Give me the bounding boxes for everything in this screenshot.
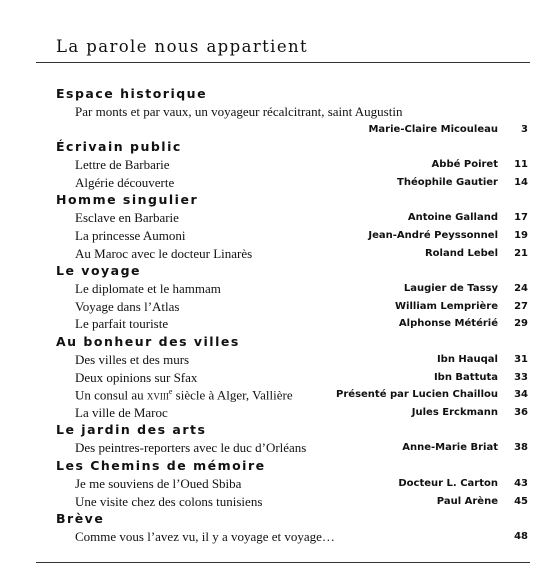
entry-title: Des villes et des murs xyxy=(75,352,190,367)
page-title: La parole nous appartient xyxy=(56,37,309,56)
entry-page-number: 33 xyxy=(514,371,528,383)
entry-title: Des peintres-reporters avec le duc d’Orléans xyxy=(75,440,307,456)
entry-title: Le diplomate et le hammam xyxy=(75,281,221,297)
entry-page-number: 19 xyxy=(514,230,528,241)
entry-author: Marie-Claire Micouleau xyxy=(368,123,498,135)
entry-page-number: 45 xyxy=(514,495,528,507)
entry-page-number: 36 xyxy=(514,406,528,418)
entry-author: Docteur L. Carton xyxy=(398,478,498,489)
entry-author: Antoine Galland xyxy=(407,212,498,224)
entry-page-number: 43 xyxy=(514,478,528,489)
entry-author: William Lemprière xyxy=(395,300,498,312)
entry-author: Ibn Hauqal xyxy=(436,354,498,365)
entry-author: Ibn Battuta xyxy=(433,371,498,383)
header-rule xyxy=(36,62,530,63)
entry-page-number: 29 xyxy=(514,318,528,330)
section-title: Homme singulier xyxy=(56,192,199,208)
entry-title: Le parfait touriste xyxy=(75,316,169,332)
entry-title: Algérie découverte xyxy=(75,174,175,190)
entry-title: La princesse Aumoni xyxy=(75,228,186,243)
entry-page-number: 48 xyxy=(514,531,528,543)
footer-rule xyxy=(36,562,530,563)
section-title: Brève xyxy=(56,511,105,527)
entry-page-number: 14 xyxy=(514,176,528,188)
entry-title: Deux opinions sur Sfax xyxy=(75,369,198,385)
entry-title: Un consul au xviii$^e$ siècle à Alger, Vallière xyxy=(75,387,293,403)
section-title: Espace historique xyxy=(56,86,208,101)
entry-page-number: 11 xyxy=(514,159,528,171)
entry-page-number: 27 xyxy=(514,300,528,312)
entry-title: Esclave en Barbarie xyxy=(75,210,179,226)
entry-title: Une visite chez des colons tunisiens xyxy=(75,493,263,509)
section-title: Le jardin des arts xyxy=(56,422,207,438)
entry-page-number: 31 xyxy=(514,354,528,365)
entry-title: Comme vous l’avez vu, il y a voyage et voyage… xyxy=(75,529,335,545)
entry-title: Par monts et par vaux, un voyageur récalcitrant, saint Augustin xyxy=(75,104,403,119)
entry-page-number: 24 xyxy=(514,283,528,295)
entry-author: Alphonse Métérié xyxy=(398,318,498,330)
entry-author: Jean-André Peyssonnel xyxy=(368,230,498,241)
section-title: Les Chemins de mémoire xyxy=(56,458,266,473)
entry-title: Je me souviens de l’Oued Sbiba xyxy=(75,476,242,491)
entry-page-number: 38 xyxy=(514,442,528,454)
section-title: Le voyage xyxy=(56,263,142,279)
entry-page-number: 21 xyxy=(514,247,528,259)
entry-title: La ville de Maroc xyxy=(75,404,168,420)
entry-page-number: 17 xyxy=(514,212,528,224)
entry-author: Présenté par Lucien Chaillou xyxy=(336,389,498,401)
entry-title: Voyage dans l’Atlas xyxy=(75,298,180,314)
entry-title: Lettre de Barbarie xyxy=(75,157,170,173)
entry-author: Roland Lebel xyxy=(424,247,498,259)
entry-author: Théophile Gautier xyxy=(397,176,498,188)
entry-author: Jules Erckmann xyxy=(411,406,498,418)
section-title: Écrivain public xyxy=(56,139,182,155)
section-title: Au bonheur des villes xyxy=(56,334,240,349)
entry-author: Abbé Poiret xyxy=(431,159,498,171)
entry-title: Au Maroc avec le docteur Linarès xyxy=(75,245,253,261)
entry-author: Anne-Marie Briat xyxy=(402,442,498,454)
entry-page-number: 34 xyxy=(514,389,528,401)
entry-page-number: 3 xyxy=(521,123,528,135)
entry-author: Paul Arène xyxy=(436,495,498,507)
entry-author: Laugier de Tassy xyxy=(403,283,498,295)
